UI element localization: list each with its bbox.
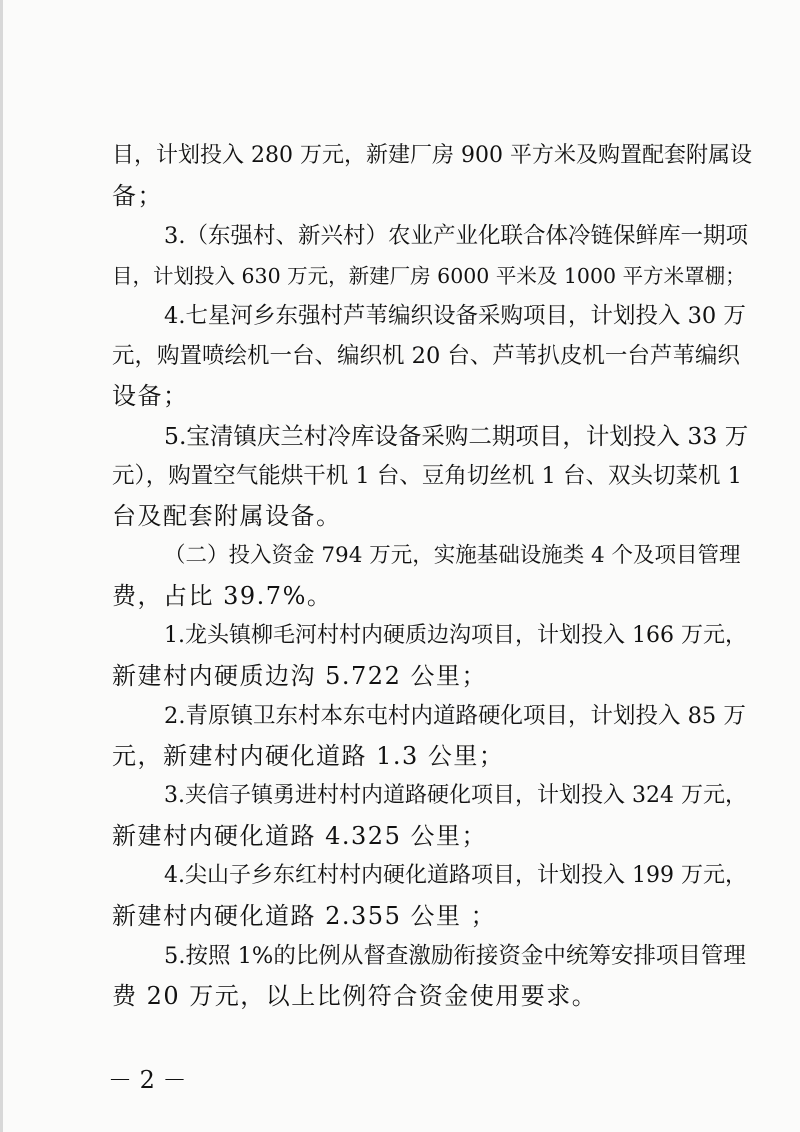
body-line: 新建村内硬化道路 4.325 公里；	[112, 822, 487, 850]
section-heading-line: （二）投入资金 794 万元，实施基础设施类 4 个及项目管理	[164, 543, 741, 568]
body-line: 元，购置喷绘机一台、编织机 20 台、芦苇扒皮机一台芦苇编织	[112, 343, 740, 369]
body-line: 4.七星河乡东强村芦苇编织设备采购项目，计划投入 30 万	[164, 303, 746, 329]
body-line: 1.龙头镇柳毛河村村内硬质边沟项目，计划投入 166 万元，	[164, 623, 747, 648]
body-line: 设备；	[112, 382, 189, 410]
body-line: 费 20 万元，以上比例符合资金使用要求。	[112, 982, 598, 1010]
body-line: 元，新建村内硬化道路 1.3 公里；	[112, 742, 505, 770]
body-line: 新建村内硬质边沟 5.722 公里；	[112, 662, 487, 690]
body-line: 2.青原镇卫东村本东屯村内道路硬化项目，计划投入 85 万	[164, 703, 746, 729]
body-line: 3.夹信子镇勇进村村内道路硬化项目，计划投入 324 万元，	[164, 783, 747, 808]
body-line: 备；	[112, 182, 163, 210]
body-line: 新建村内硬化道路 2.355 公里 ；	[112, 902, 497, 930]
body-line: 费，占比 39.7%。	[112, 582, 333, 610]
body-line: 目，计划投入 280 万元，新建厂房 900 平方米及购置配套附属设	[112, 143, 752, 168]
body-line: 3.（东强村、新兴村）农业产业化联合体冷链保鲜库一期项	[164, 223, 748, 249]
body-line: 5.按照 1%的比例从督查激励衔接资金中统筹安排项目管理	[164, 943, 746, 969]
scan-edge	[0, 0, 3, 1132]
body-line: 4.尖山子乡东红村村内硬化道路项目，计划投入 199 万元，	[164, 863, 747, 888]
body-line: 台及配套附属设备。	[112, 502, 342, 530]
body-line: 元），购置空气能烘干机 1 台、豆角切丝机 1 台、双头切菜机 1	[112, 463, 742, 489]
body-line: 目，计划投入 630 万元，新建厂房 6000 平米及 1000 平方米罩棚；	[112, 264, 746, 288]
page-number: － 2 －	[108, 1066, 187, 1094]
body-line: 5.宝清镇庆兰村冷库设备采购二期项目，计划投入 33 万	[164, 422, 749, 450]
